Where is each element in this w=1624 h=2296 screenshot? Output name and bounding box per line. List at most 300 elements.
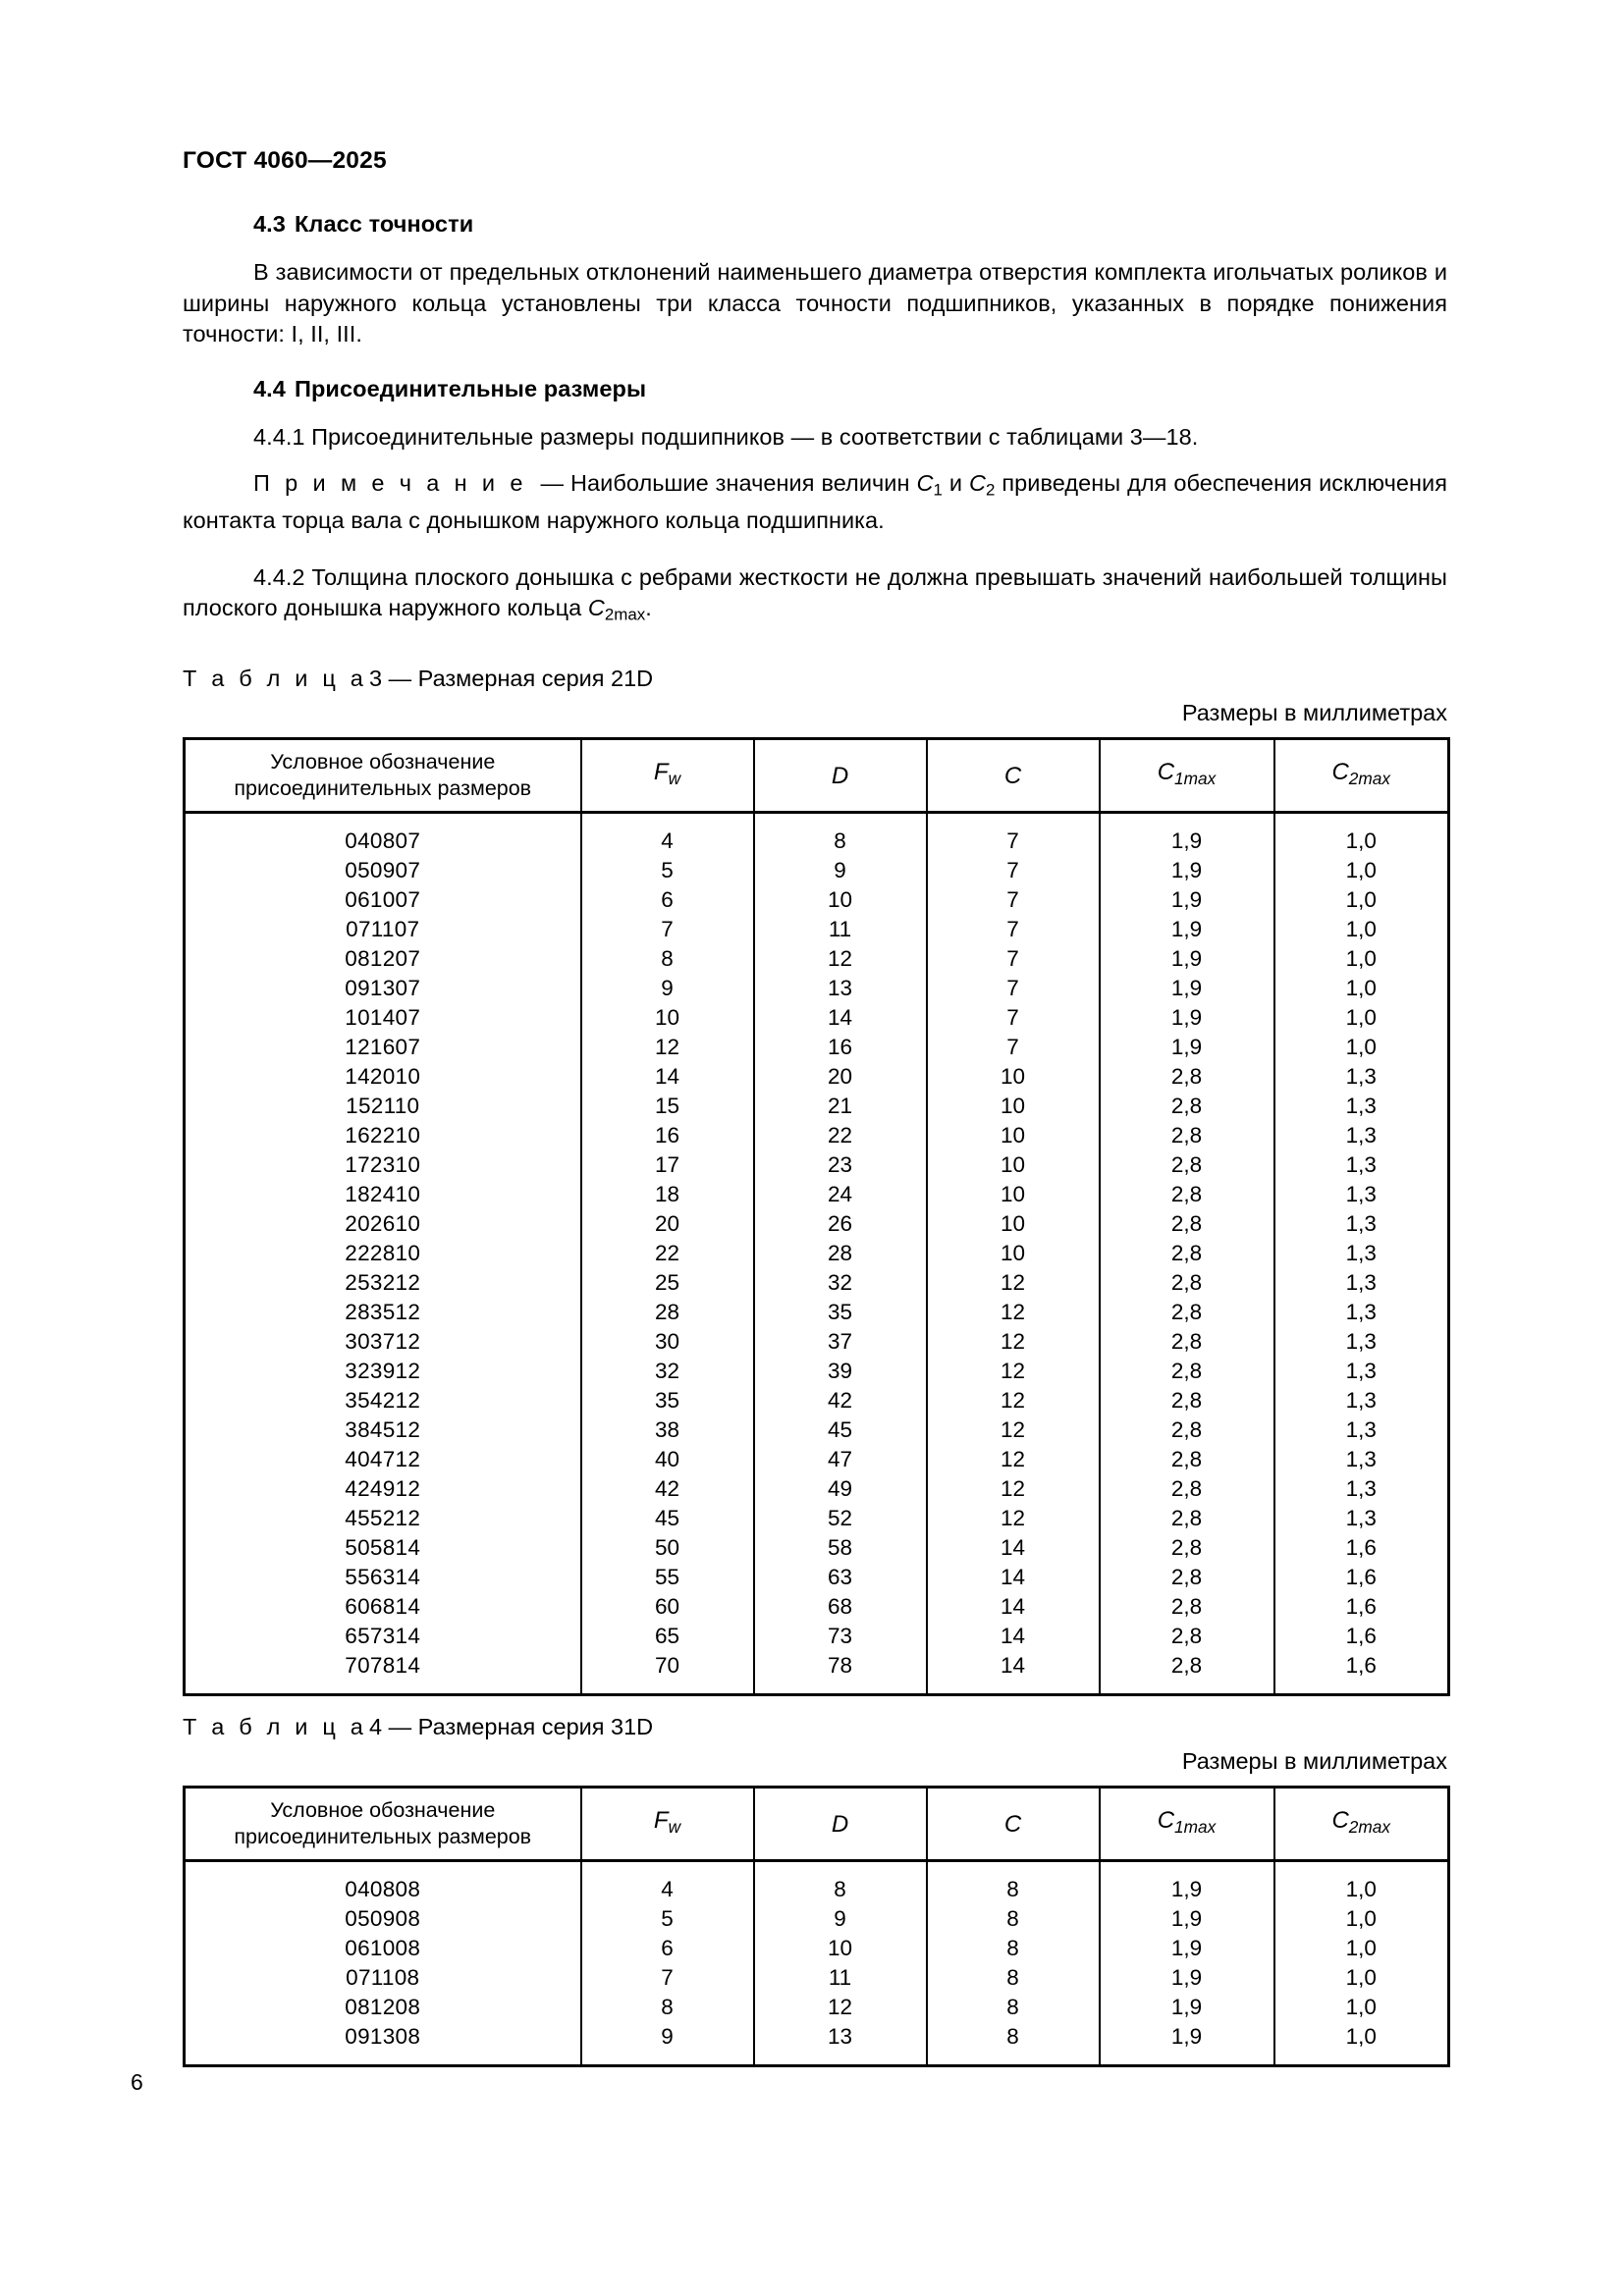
cell-value: 1,3: [1274, 1268, 1449, 1298]
designation-line-1: Условное обозначение: [270, 1798, 496, 1822]
cell-value: 1,9: [1100, 1993, 1274, 2022]
cell-value: 1,9: [1100, 813, 1274, 857]
table-row: [185, 1033, 1449, 1062]
designation-line-1: Условное обозначение: [270, 750, 496, 774]
table-3-caption-word: Т а б л и ц а: [183, 666, 368, 691]
cell-value: 7: [927, 974, 1100, 1003]
table-row: [185, 1121, 1449, 1150]
cell-value: 8: [927, 1861, 1100, 1905]
c-symbol: C: [1003, 1810, 1022, 1838]
table-block-3: [183, 666, 1447, 1696]
cell-designation: 061008: [185, 1934, 581, 1963]
cell-value: 11: [754, 915, 927, 944]
cell-value: 7: [927, 944, 1100, 974]
table-3-col-header-d: [754, 739, 927, 813]
cell-value: 7: [927, 1033, 1100, 1062]
table-4-col-header-c: [927, 1788, 1100, 1861]
table-row: [185, 1934, 1449, 1963]
paragraph-4-4-2-text: 4.4.2 Толщина плоского донышка с ребрами жесткости не должна превышать значений наибольшей толщины плоского донышка наружного кольца: [183, 563, 1447, 621]
table-4: [183, 1786, 1450, 2067]
cell-designation: 061007: [185, 885, 581, 915]
c1max-subscript: 1max: [1174, 768, 1217, 788]
cell-value: 78: [754, 1651, 927, 1695]
table-4-col-header-designation: [185, 1788, 581, 1861]
cell-designation: 172310: [185, 1150, 581, 1180]
cell-value: 1,3: [1274, 1386, 1449, 1415]
cell-value: 10: [927, 1180, 1100, 1209]
table-3-caption-dash: —: [388, 666, 412, 691]
cell-designation: 455212: [185, 1504, 581, 1533]
c2max-subscript: 2max: [1348, 1816, 1391, 1837]
d-symbol: D: [831, 762, 849, 789]
cell-value: 7: [581, 1963, 754, 1993]
cell-value: 10: [927, 1092, 1100, 1121]
table-row: [185, 1150, 1449, 1180]
cell-value: 2,8: [1100, 1563, 1274, 1592]
designation-line-2: присоединительных размеров: [234, 1825, 532, 1848]
cell-value: 10: [754, 885, 927, 915]
cell-value: 1,3: [1274, 1150, 1449, 1180]
cell-value: 10: [927, 1150, 1100, 1180]
cell-value: 45: [581, 1504, 754, 1533]
cell-value: 18: [581, 1180, 754, 1209]
cell-value: 1,9: [1100, 1861, 1274, 1905]
fw-subscript: w: [668, 768, 681, 788]
table-4-caption-word: Т а б л и ц а: [183, 1714, 368, 1739]
cell-value: 8: [927, 1904, 1100, 1934]
table-4-col-header-c1max: [1100, 1788, 1274, 1861]
cell-value: 1,9: [1100, 1033, 1274, 1062]
cell-value: 12: [754, 1993, 927, 2022]
table-row: [185, 1622, 1449, 1651]
table-row: [185, 1504, 1449, 1533]
table-row: [185, 1445, 1449, 1474]
cell-designation: 222810: [185, 1239, 581, 1268]
cell-value: 5: [581, 856, 754, 885]
heading-4-3: [183, 211, 1447, 238]
cell-value: 1,0: [1274, 813, 1449, 857]
cell-value: 32: [754, 1268, 927, 1298]
table-row: [185, 1474, 1449, 1504]
cell-designation: 556314: [185, 1563, 581, 1592]
cell-value: 4: [581, 1861, 754, 1905]
table-row: [185, 974, 1449, 1003]
cell-value: 1,6: [1274, 1651, 1449, 1695]
cell-value: 65: [581, 1622, 754, 1651]
cell-value: 12: [754, 944, 927, 974]
cell-designation: 384512: [185, 1415, 581, 1445]
table-row: [185, 915, 1449, 944]
cell-designation: 424912: [185, 1474, 581, 1504]
c1max-symbol: C: [1157, 1807, 1175, 1835]
cell-value: 68: [754, 1592, 927, 1622]
table-3-col-header-c1max: [1100, 739, 1274, 813]
cell-value: 8: [927, 1993, 1100, 2022]
table-row: [185, 1298, 1449, 1327]
table-3-body: [185, 813, 1449, 1695]
cell-value: 2,8: [1100, 1180, 1274, 1209]
cell-value: 10: [581, 1003, 754, 1033]
cell-designation: 354212: [185, 1386, 581, 1415]
cell-value: 26: [754, 1209, 927, 1239]
cell-designation: 071107: [185, 915, 581, 944]
cell-value: 1,3: [1274, 1092, 1449, 1121]
table-3-col-header-fw: [581, 739, 754, 813]
table-4-col-header-d: [754, 1788, 927, 1861]
table-4-units: Размеры в миллиметрах: [1181, 1748, 1447, 1774]
note-symbol-c1: C: [916, 470, 934, 496]
cell-value: 42: [754, 1386, 927, 1415]
cell-value: 1,3: [1274, 1445, 1449, 1474]
cell-value: 7: [581, 915, 754, 944]
heading-4-4-number: 4.4: [253, 375, 286, 401]
table-row: [185, 1092, 1449, 1121]
cell-value: 45: [754, 1415, 927, 1445]
cell-value: 2,8: [1100, 1533, 1274, 1563]
cell-value: 10: [927, 1209, 1100, 1239]
cell-value: 8: [754, 813, 927, 857]
table-3-col-header-designation: [185, 739, 581, 813]
cell-value: 1,0: [1274, 856, 1449, 885]
table-row: [185, 1415, 1449, 1445]
table-3-header-row: [185, 739, 1449, 813]
c2max-symbol: C: [1331, 759, 1349, 786]
cell-value: 38: [581, 1415, 754, 1445]
cell-value: 2,8: [1100, 1445, 1274, 1474]
cell-value: 8: [927, 1963, 1100, 1993]
cell-designation: 657314: [185, 1622, 581, 1651]
cell-value: 5: [581, 1904, 754, 1934]
cell-designation: 091307: [185, 974, 581, 1003]
cell-value: 20: [754, 1062, 927, 1092]
cell-value: 50: [581, 1533, 754, 1563]
heading-4-4: [183, 376, 1447, 402]
cell-value: 14: [754, 1003, 927, 1033]
cell-designation: 707814: [185, 1651, 581, 1695]
cell-value: 1,6: [1274, 1592, 1449, 1622]
table-row: [185, 1651, 1449, 1695]
cell-value: 2,8: [1100, 1092, 1274, 1121]
cell-value: 14: [927, 1533, 1100, 1563]
cell-value: 13: [754, 974, 927, 1003]
cell-designation: 404712: [185, 1445, 581, 1474]
cell-designation: 040808: [185, 1861, 581, 1905]
cell-value: 2,8: [1100, 1622, 1274, 1651]
fw-symbol: F: [653, 759, 669, 786]
cell-designation: 050907: [185, 856, 581, 885]
cell-designation: 040807: [185, 813, 581, 857]
cell-value: 12: [927, 1357, 1100, 1386]
cell-value: 1,0: [1274, 1934, 1449, 1963]
cell-value: 12: [927, 1386, 1100, 1415]
cell-value: 1,3: [1274, 1504, 1449, 1533]
table-row: [185, 1327, 1449, 1357]
cell-value: 1,3: [1274, 1415, 1449, 1445]
cell-value: 1,3: [1274, 1327, 1449, 1357]
cell-value: 52: [754, 1504, 927, 1533]
cell-value: 7: [927, 856, 1100, 885]
cell-value: 2,8: [1100, 1651, 1274, 1695]
cell-value: 47: [754, 1445, 927, 1474]
cell-value: 9: [754, 1904, 927, 1934]
cell-designation: 303712: [185, 1327, 581, 1357]
cell-value: 1,0: [1274, 944, 1449, 974]
cell-value: 55: [581, 1563, 754, 1592]
table-3-caption-title: Размерная серия 21D: [417, 666, 654, 691]
paragraph-4-4-1: 4.4.1 Присоединительные размеры подшипников — в соответствии с таблицами 3—18.: [253, 423, 1199, 450]
heading-4-4-title: Присоединительные размеры: [294, 375, 647, 401]
cell-value: 35: [581, 1386, 754, 1415]
cell-value: 73: [754, 1622, 927, 1651]
table-block-4: [183, 1714, 1447, 2067]
cell-value: 60: [581, 1592, 754, 1622]
cell-value: 15: [581, 1092, 754, 1121]
cell-value: 1,6: [1274, 1622, 1449, 1651]
cell-designation: 283512: [185, 1298, 581, 1327]
cell-value: 24: [754, 1180, 927, 1209]
table-row: [185, 1993, 1449, 2022]
cell-value: 17: [581, 1150, 754, 1180]
body-content: [183, 211, 1447, 630]
cell-value: 22: [754, 1121, 927, 1150]
cell-value: 49: [754, 1474, 927, 1504]
table-3-caption-number: 3: [369, 666, 383, 691]
cell-value: 2,8: [1100, 1327, 1274, 1357]
cell-value: 6: [581, 1934, 754, 1963]
cell-value: 7: [927, 1003, 1100, 1033]
cell-designation: 050908: [185, 1904, 581, 1934]
cell-designation: 142010: [185, 1062, 581, 1092]
cell-value: 1,0: [1274, 1861, 1449, 1905]
cell-designation: 121607: [185, 1033, 581, 1062]
cell-designation: 253212: [185, 1268, 581, 1298]
cell-value: 1,9: [1100, 1934, 1274, 1963]
cell-value: 23: [754, 1150, 927, 1180]
cell-value: 63: [754, 1563, 927, 1592]
cell-value: 58: [754, 1533, 927, 1563]
cell-value: 7: [927, 885, 1100, 915]
cell-value: 37: [754, 1327, 927, 1357]
cell-value: 4: [581, 813, 754, 857]
note-label: П р и м е ч а н и е: [253, 470, 527, 496]
cell-value: 1,9: [1100, 1963, 1274, 1993]
cell-designation: 162210: [185, 1121, 581, 1150]
cell-value: 1,9: [1100, 2022, 1274, 2066]
cell-value: 28: [754, 1239, 927, 1268]
cell-value: 8: [581, 944, 754, 974]
note-conjunction: и: [948, 470, 963, 496]
cell-designation: 081207: [185, 944, 581, 974]
note-4-4-1: [183, 468, 1447, 537]
cell-value: 1,3: [1274, 1121, 1449, 1150]
table-row: [185, 1209, 1449, 1239]
cell-value: 9: [581, 2022, 754, 2066]
cell-value: 14: [581, 1062, 754, 1092]
c2max-symbol: C: [1331, 1807, 1349, 1835]
cell-value: 2,8: [1100, 1357, 1274, 1386]
table-3: [183, 737, 1450, 1696]
cell-value: 16: [581, 1121, 754, 1150]
cell-value: 8: [927, 2022, 1100, 2066]
cell-value: 1,0: [1274, 885, 1449, 915]
table-row: [185, 1861, 1449, 1905]
cell-value: 6: [581, 885, 754, 915]
d-symbol: D: [831, 1810, 849, 1838]
cell-designation: 071108: [185, 1963, 581, 1993]
cell-value: 10: [927, 1062, 1100, 1092]
note-symbol-c2: C: [968, 470, 987, 496]
note-subscript-2: 2: [986, 480, 996, 500]
paragraph-4-4-2: [183, 562, 1447, 631]
cell-value: 1,9: [1100, 915, 1274, 944]
note-dash: —: [540, 470, 565, 496]
cell-value: 10: [927, 1239, 1100, 1268]
cell-value: 1,9: [1100, 1904, 1274, 1934]
cell-value: 1,0: [1274, 2022, 1449, 2066]
cell-value: 1,0: [1274, 1033, 1449, 1062]
table-row: [185, 1268, 1449, 1298]
table-row: [185, 1062, 1449, 1092]
cell-value: 2,8: [1100, 1386, 1274, 1415]
cell-value: 25: [581, 1268, 754, 1298]
note-text-a: Наибольшие значения величин: [570, 470, 910, 496]
table-4-body: [185, 1861, 1449, 2066]
cell-value: 12: [927, 1504, 1100, 1533]
cell-value: 1,3: [1274, 1298, 1449, 1327]
cell-value: 40: [581, 1445, 754, 1474]
cell-value: 7: [927, 813, 1100, 857]
table-4-col-header-c2max: [1274, 1788, 1449, 1861]
cell-value: 1,9: [1100, 885, 1274, 915]
cell-value: 2,8: [1100, 1592, 1274, 1622]
table-3-caption: [183, 666, 1447, 692]
fw-symbol: F: [653, 1807, 669, 1835]
cell-value: 14: [927, 1563, 1100, 1592]
cell-value: 12: [927, 1474, 1100, 1504]
heading-4-3-title: Класс точности: [294, 211, 474, 237]
c2max-subscript: 2max: [1348, 768, 1391, 788]
cell-value: 7: [927, 915, 1100, 944]
cell-value: 70: [581, 1651, 754, 1695]
cell-designation: 202610: [185, 1209, 581, 1239]
table-row: [185, 1533, 1449, 1563]
cell-designation: 101407: [185, 1003, 581, 1033]
cell-value: 21: [754, 1092, 927, 1121]
cell-value: 1,0: [1274, 1963, 1449, 1993]
table-3-units: Размеры в миллиметрах: [1181, 700, 1447, 725]
cell-value: 2,8: [1100, 1268, 1274, 1298]
cell-designation: 505814: [185, 1533, 581, 1563]
paragraph-4-4-2-subscript: 2max: [604, 605, 646, 624]
table-4-header-row: [185, 1788, 1449, 1861]
c-symbol: C: [1003, 762, 1022, 789]
cell-value: 13: [754, 2022, 927, 2066]
cell-value: 1,0: [1274, 915, 1449, 944]
cell-value: 35: [754, 1298, 927, 1327]
paragraph-4-4-2-period: .: [645, 595, 652, 621]
table-row: [185, 1357, 1449, 1386]
cell-value: 8: [927, 1934, 1100, 1963]
cell-value: 1,6: [1274, 1563, 1449, 1592]
table-3-col-header-c: [927, 739, 1100, 813]
note-text-b: приведены для обеспечения исключения контакта торца вала с донышком наружного кольца подшипника.: [183, 470, 1447, 534]
table-row: [185, 1963, 1449, 1993]
cell-designation: 091308: [185, 2022, 581, 2066]
cell-value: 1,9: [1100, 974, 1274, 1003]
table-4-caption-dash: —: [388, 1714, 412, 1739]
cell-value: 11: [754, 1963, 927, 1993]
cell-value: 12: [927, 1268, 1100, 1298]
cell-value: 1,3: [1274, 1062, 1449, 1092]
cell-designation: 323912: [185, 1357, 581, 1386]
cell-value: 2,8: [1100, 1062, 1274, 1092]
cell-value: 1,3: [1274, 1474, 1449, 1504]
cell-designation: 152110: [185, 1092, 581, 1121]
cell-value: 12: [927, 1415, 1100, 1445]
cell-value: 8: [754, 1861, 927, 1905]
cell-value: 30: [581, 1327, 754, 1357]
cell-value: 8: [581, 1993, 754, 2022]
cell-value: 20: [581, 1209, 754, 1239]
table-row: [185, 1180, 1449, 1209]
cell-value: 1,3: [1274, 1357, 1449, 1386]
cell-value: 22: [581, 1239, 754, 1268]
c1max-subscript: 1max: [1174, 1816, 1217, 1837]
paragraph-4-3-body: В зависимости от предельных отклонений наименьшего диаметра отверстия комплекта игольчатых роликов и ширины наружного кольца установлены три класса точности подшипников, указанных в порядке понижения точности: I, II, III.: [183, 259, 1447, 347]
cell-value: 2,8: [1100, 1474, 1274, 1504]
table-row: [185, 813, 1449, 857]
table-row: [185, 1003, 1449, 1033]
cell-value: 42: [581, 1474, 754, 1504]
page-number: 6: [131, 2069, 143, 2095]
cell-value: 2,8: [1100, 1209, 1274, 1239]
running-header: ГОСТ 4060—2025: [183, 147, 387, 174]
table-row: [185, 856, 1449, 885]
cell-value: 2,8: [1100, 1239, 1274, 1268]
cell-value: 12: [581, 1033, 754, 1062]
heading-4-3-number: 4.3: [253, 211, 286, 237]
table-row: [185, 885, 1449, 915]
cell-value: 1,0: [1274, 1904, 1449, 1934]
cell-value: 10: [754, 1934, 927, 1963]
table-4-caption-number: 4: [369, 1714, 383, 1739]
cell-value: 1,0: [1274, 1003, 1449, 1033]
paragraph-4-4-2-symbol: C: [587, 595, 605, 621]
cell-value: 14: [927, 1651, 1100, 1695]
cell-value: 28: [581, 1298, 754, 1327]
cell-value: 9: [581, 974, 754, 1003]
table-row: [185, 1386, 1449, 1415]
cell-value: 1,9: [1100, 1003, 1274, 1033]
cell-value: 14: [927, 1592, 1100, 1622]
cell-value: 1,3: [1274, 1239, 1449, 1268]
cell-value: 1,9: [1100, 944, 1274, 974]
cell-value: 32: [581, 1357, 754, 1386]
table-row: [185, 1239, 1449, 1268]
table-4-col-header-fw: [581, 1788, 754, 1861]
table-row: [185, 1904, 1449, 1934]
cell-value: 1,3: [1274, 1209, 1449, 1239]
cell-value: 39: [754, 1357, 927, 1386]
cell-value: 1,0: [1274, 974, 1449, 1003]
table-4-caption: [183, 1714, 1447, 1740]
cell-value: 2,8: [1100, 1504, 1274, 1533]
cell-value: 1,0: [1274, 1993, 1449, 2022]
cell-value: 9: [754, 856, 927, 885]
table-3-col-header-c2max: [1274, 739, 1449, 813]
cell-designation: 182410: [185, 1180, 581, 1209]
cell-value: 1,6: [1274, 1533, 1449, 1563]
